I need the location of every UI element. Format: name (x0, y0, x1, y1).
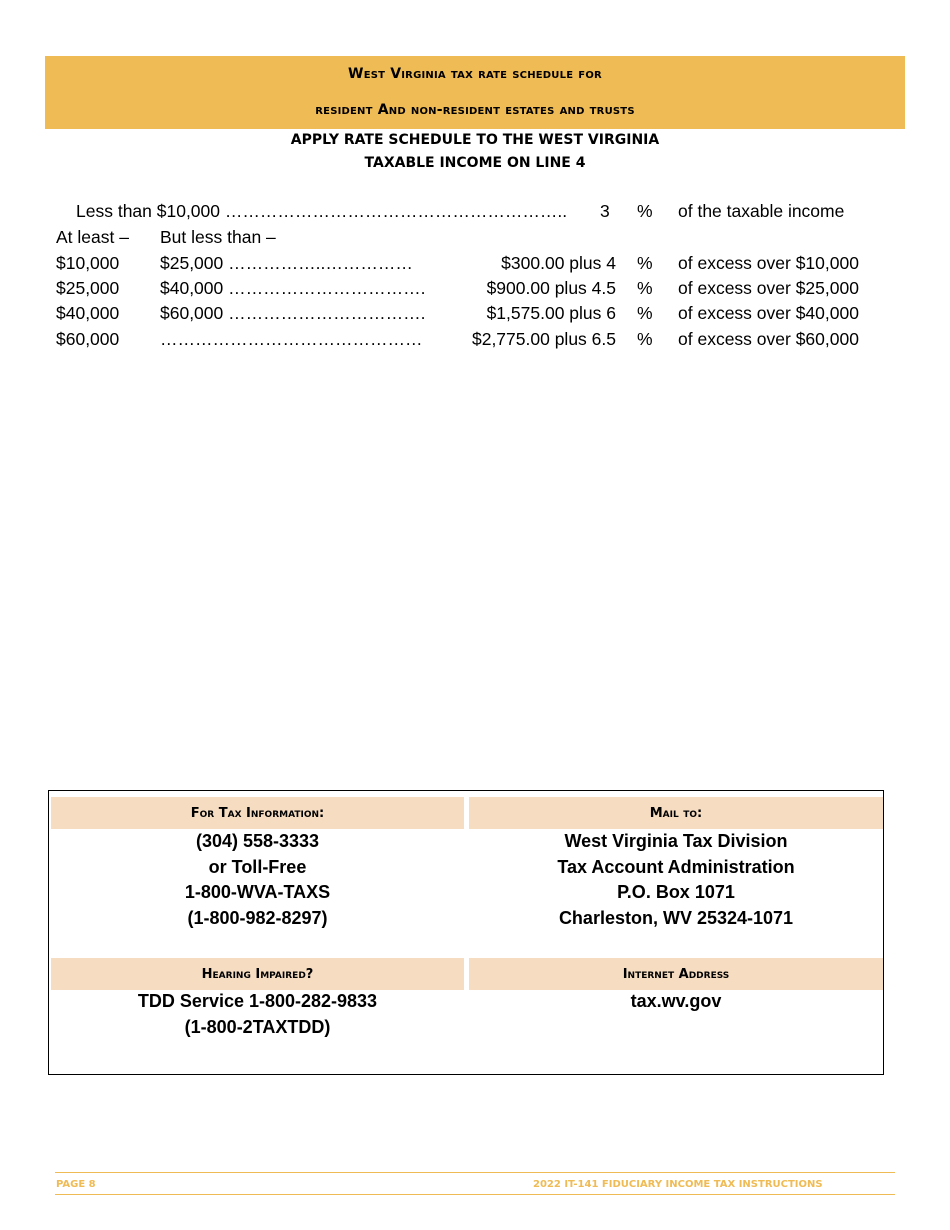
bracket-less-than: $25,000 ……………..…………… (160, 253, 413, 273)
website-link[interactable]: tax.wv.gov (630, 991, 722, 1011)
bracket-description: of excess over $60,000 (678, 329, 859, 349)
bracket-less-than: ……………………………………… (160, 329, 423, 349)
bracket-less-than: $60,000 ……………………………. (160, 303, 426, 323)
bracket-amount: $300.00 plus 4 (501, 253, 616, 273)
subheading-line-1: APPLY RATE SCHEDULE TO THE WEST VIRGINIA (290, 132, 660, 148)
bracket-percent: % (637, 303, 653, 323)
hearing-impaired-heading: Hearing Impaired? (51, 958, 464, 990)
internet-address-heading: Internet Address (469, 958, 883, 990)
bracket-percent: % (637, 278, 653, 298)
tax-info-toll-free-number: 1-800-WVA-TAXS (184, 882, 331, 902)
banner-title-line-2: resident And non-resident estates and trusts (315, 102, 635, 118)
footer-page-number: PAGE 8 (56, 1179, 96, 1190)
bracket-description: of excess over $40,000 (678, 303, 859, 323)
internet-address (469, 989, 883, 1015)
header-at-least: At least – (56, 227, 129, 247)
mail-to-line: P.O. Box 1071 (617, 882, 735, 902)
mailing-address (469, 829, 883, 931)
schedule-banner (45, 56, 905, 129)
mail-to-heading: Mail to: (469, 797, 883, 829)
first-bracket-description: of the taxable income (678, 201, 845, 221)
bracket-amount: $900.00 plus 4.5 (486, 278, 616, 298)
bracket-amount: $1,575.00 plus 6 (486, 303, 616, 323)
subheading-line-2: TAXABLE INCOME ON LINE 4 (364, 155, 586, 171)
mail-to-line: West Virginia Tax Division (564, 831, 788, 851)
mail-to-line: Charleston, WV 25324-1071 (558, 907, 794, 928)
bracket-at-least: $10,000 (56, 253, 120, 273)
first-bracket-percent: % (637, 201, 653, 221)
hearing-impaired-contact (51, 989, 464, 1040)
bracket-percent: % (637, 329, 653, 349)
footer-document-title: 2022 IT-141 FIDUCIARY INCOME TAX INSTRUCTIONS (533, 1179, 823, 1190)
bracket-amount: $2,775.00 plus 6.5 (471, 329, 616, 349)
bracket-at-least: $25,000 (56, 278, 120, 298)
tax-info-heading: For Tax Information: (51, 797, 464, 829)
tdd-service-line: TDD Service 1-800-282-9833 (137, 991, 378, 1011)
tax-info-toll-free-label: or Toll-Free (208, 856, 307, 877)
footer-rule-bottom (55, 1194, 895, 1195)
tax-info-toll-free-digits: (1-800-982-8297) (187, 907, 328, 928)
bracket-at-least: $40,000 (56, 303, 120, 323)
tax-info-contact (51, 829, 464, 931)
first-bracket-label: Less than $10,000 ………………………………………………….. (76, 201, 568, 221)
header-but-less-than: But less than – (160, 227, 276, 247)
footer-rule-top (55, 1172, 895, 1173)
bracket-percent: % (637, 253, 653, 273)
bracket-less-than: $40,000 ……………………………. (160, 278, 426, 298)
tax-info-phone: (304) 558-3333 (195, 831, 320, 851)
bracket-description: of excess over $10,000 (678, 253, 859, 273)
banner-title-line-1: West Virginia tax rate schedule for (348, 66, 602, 82)
bracket-description: of excess over $25,000 (678, 278, 859, 298)
bracket-at-least: $60,000 (56, 329, 120, 349)
tdd-service-letters: (1-800-2TAXTDD) (184, 1016, 331, 1037)
mail-to-line: Tax Account Administration (557, 856, 795, 877)
first-bracket-rate: 3 (600, 201, 610, 221)
contact-info-box (48, 790, 884, 1075)
